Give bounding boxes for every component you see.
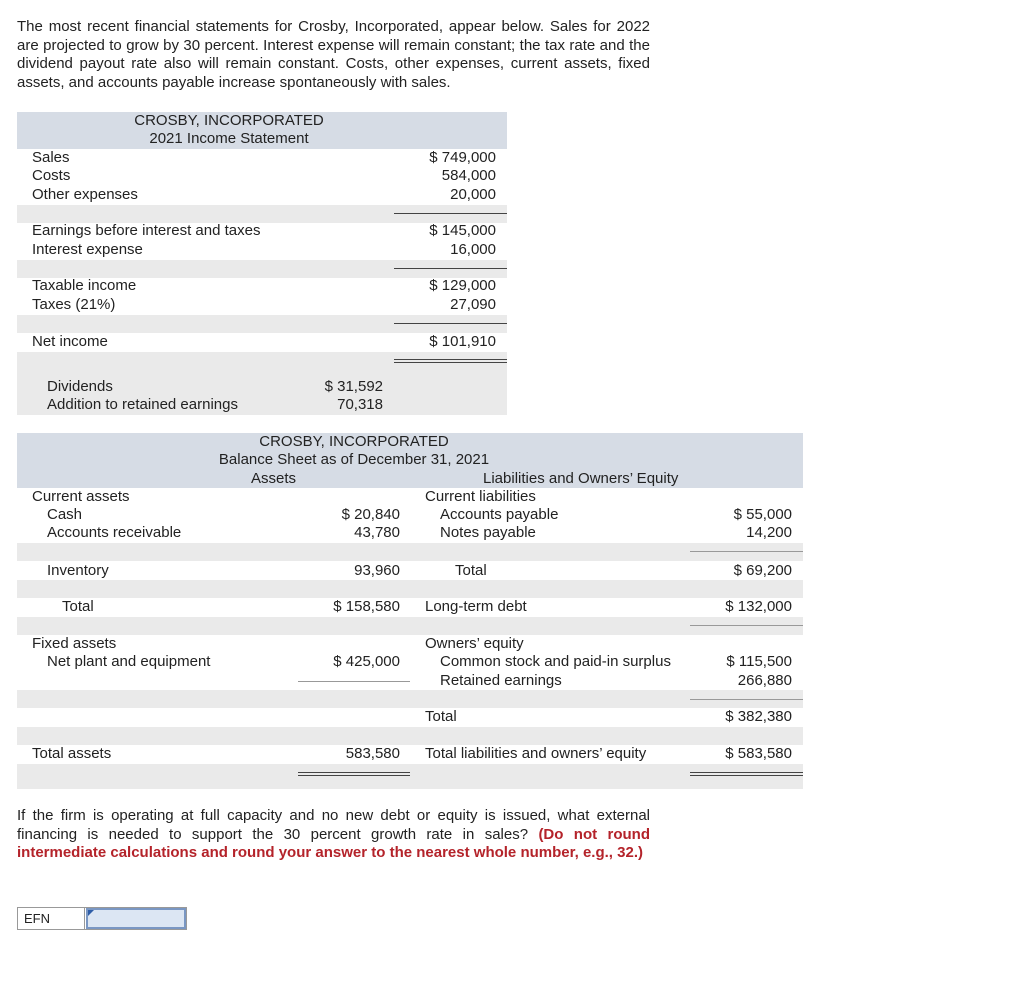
- long-term-debt-value: $ 132,000: [725, 598, 792, 615]
- dividends-value: $ 31,592: [324, 378, 383, 395]
- underline: [690, 551, 803, 552]
- input-marker-icon: [88, 910, 94, 916]
- total-liabilities-equity-value: $ 583,580: [725, 745, 792, 762]
- net-income-label: Net income: [32, 333, 108, 350]
- current-liabilities-total-value: $ 69,200: [733, 562, 792, 579]
- taxes-value: 27,090: [450, 296, 496, 313]
- question-instruction: (Do not round intermediate calculations and round your answer to the nearest whole number, e.g., 32.): [17, 825, 650, 861]
- retained-earnings-value: 266,880: [737, 672, 792, 689]
- double-underline: [690, 772, 803, 776]
- question-body: If the firm is operating at full capacity and no new debt or equity is issued, what external financing is needed to support the 30 percent growth rate in sales?: [17, 807, 650, 843]
- current-assets-total-value: $ 158,580: [333, 598, 400, 615]
- underline: [690, 625, 803, 626]
- row-band: [17, 260, 507, 278]
- assets-header: Assets: [251, 470, 297, 487]
- interest-expense-label: Interest expense: [32, 241, 143, 258]
- underline: [394, 268, 507, 269]
- taxable-income-value: $ 129,000: [429, 277, 496, 294]
- net-plant-label: Net plant and equipment: [47, 653, 211, 670]
- current-liabilities-total-label: Total: [455, 562, 487, 579]
- cash-label: Cash: [47, 506, 83, 523]
- accounts-payable-value: $ 55,000: [733, 506, 792, 523]
- double-underline: [298, 772, 410, 776]
- net-plant-value: $ 425,000: [333, 653, 400, 670]
- is-company-name: CROSBY, INCORPORATED: [134, 112, 324, 129]
- question-text: [17, 807, 650, 863]
- is-title: 2021 Income Statement: [149, 130, 309, 147]
- bs-company-name: CROSBY, INCORPORATED: [259, 433, 449, 450]
- net-income-value: $ 101,910: [429, 333, 496, 350]
- double-underline: [394, 359, 507, 363]
- efn-input[interactable]: [86, 908, 186, 929]
- ebit-value: $ 145,000: [429, 222, 496, 239]
- taxable-income-label: Taxable income: [32, 277, 137, 294]
- owners-equity-label: Owners’ equity: [425, 635, 524, 652]
- total-assets-value: 583,580: [345, 745, 400, 762]
- underline: [690, 699, 803, 700]
- common-stock-label: Common stock and paid-in surplus: [440, 653, 671, 670]
- costs-value: 584,000: [441, 167, 496, 184]
- row-band: [17, 543, 803, 561]
- row-band: [17, 690, 803, 708]
- ebit-label: Earnings before interest and taxes: [32, 222, 261, 239]
- underline: [298, 681, 410, 682]
- cash-value: $ 20,840: [341, 506, 400, 523]
- taxes-label: Taxes (21%): [32, 296, 116, 313]
- accounts-receivable-value: 43,780: [354, 524, 400, 541]
- total-liabilities-equity-label: Total liabilities and owners’ equity: [425, 745, 647, 762]
- notes-payable-value: 14,200: [746, 524, 792, 541]
- retained-earnings-label: Retained earnings: [440, 672, 562, 689]
- row-band: [17, 617, 803, 635]
- inventory-value: 93,960: [354, 562, 400, 579]
- sales-label: Sales: [32, 149, 70, 166]
- bs-title: Balance Sheet as of December 31, 2021: [218, 451, 490, 468]
- other-expenses-label: Other expenses: [32, 186, 138, 203]
- accounts-receivable-label: Accounts receivable: [47, 524, 182, 541]
- notes-payable-label: Notes payable: [440, 524, 536, 541]
- interest-expense-value: 16,000: [450, 241, 496, 258]
- current-liabilities-label: Current liabilities: [425, 488, 536, 505]
- owners-equity-total-label: Total: [425, 708, 457, 725]
- long-term-debt-label: Long-term debt: [425, 598, 527, 615]
- efn-answer-row: [17, 907, 187, 930]
- retained-addition-label: Addition to retained earnings: [47, 396, 238, 413]
- row-band: [17, 580, 803, 598]
- costs-label: Costs: [32, 167, 71, 184]
- dividends-label: Dividends: [47, 378, 113, 395]
- fixed-assets-label: Fixed assets: [32, 635, 117, 652]
- owners-equity-total-value: $ 382,380: [725, 708, 792, 725]
- efn-label: EFN: [18, 908, 85, 929]
- underline: [394, 213, 507, 214]
- current-assets-label: Current assets: [32, 488, 130, 505]
- liabilities-equity-header: Liabilities and Owners’ Equity: [483, 470, 679, 487]
- accounts-payable-label: Accounts payable: [440, 506, 559, 523]
- underline: [394, 323, 507, 324]
- problem-intro: The most recent financial statements for Crosby, Incorporated, appear below. Sales for 2022 are projected to grow by 30 percent. Interest expense will remain constant; the tax rate and the dividend payout rate also will remain constant. Costs, other expenses, current assets, fixed assets, and accounts payable increase spontaneously with sales.: [17, 18, 650, 91]
- current-assets-total-label: Total: [62, 598, 94, 615]
- row-band: [17, 315, 507, 333]
- sales-value: $ 749,000: [429, 149, 496, 166]
- total-assets-label: Total assets: [32, 745, 112, 762]
- row-band: [17, 764, 803, 789]
- row-band: [17, 205, 507, 223]
- other-expenses-value: 20,000: [450, 186, 496, 203]
- common-stock-value: $ 115,500: [726, 653, 792, 670]
- row-band: [17, 727, 803, 745]
- inventory-label: Inventory: [47, 562, 109, 579]
- retained-addition-value: 70,318: [337, 396, 383, 413]
